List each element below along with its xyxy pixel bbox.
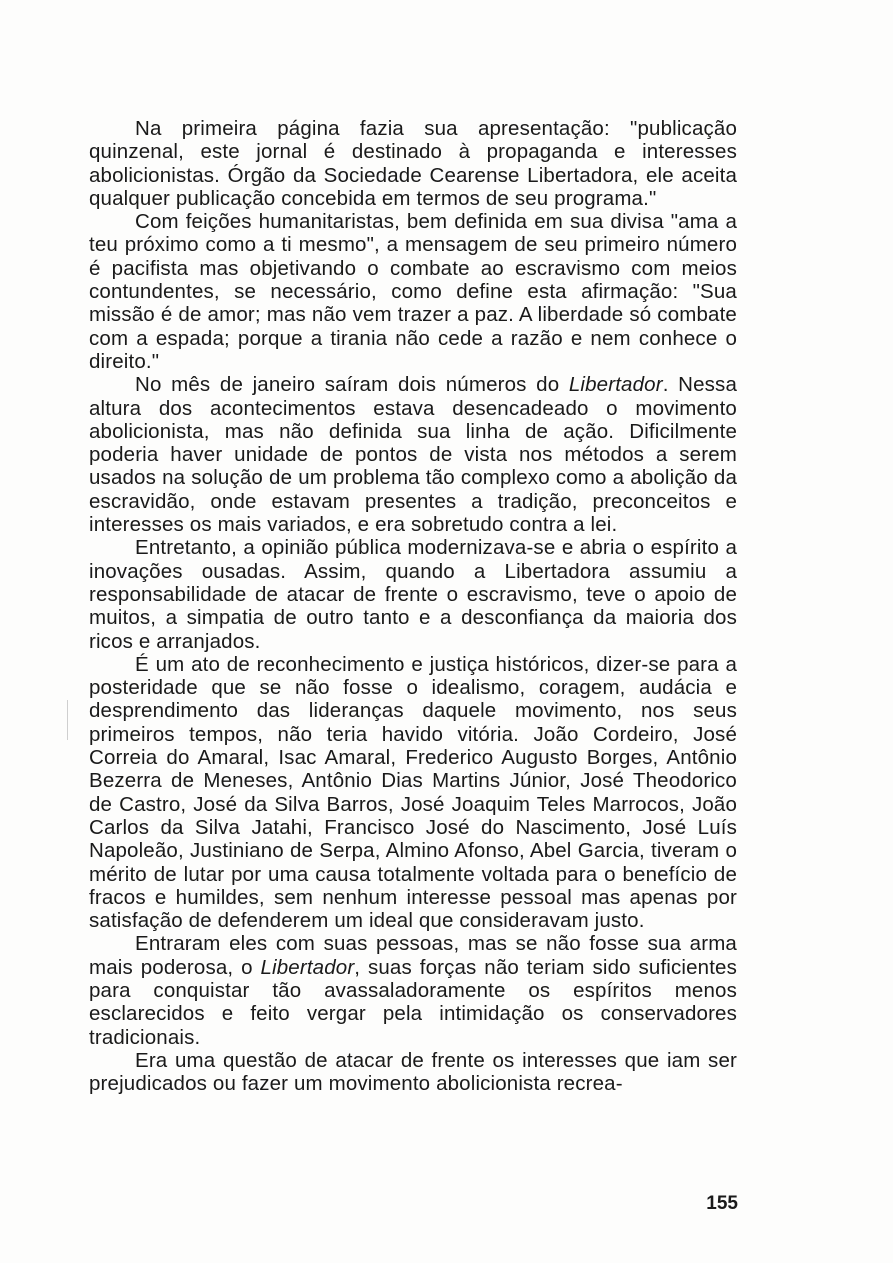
paragraph-3-text-after: . Nessa altura dos acontecimentos estava desencadeado o movimento abolicionista, mas não definida sua linha de ação. Dificilmente poderia haver unidade de pontos de vista nos métodos a serem usados na solução de um problema tão complexo como a abolição da escravidão, onde estavam presentes a tradição, preconceitos e interesses os mais variados, e era sobretudo contra a lei. xyxy=(89,373,737,537)
paragraph-3-text-before: No mês de janeiro saíram dois números do xyxy=(135,373,569,397)
paragraph-6 xyxy=(89,932,737,1048)
paragraph-4: Entretanto, a opinião pública modernizava-se e abria o espírito a inovações ousadas. Assim, quando a Libertadora assumiu a responsabilidade de atacar de frente o escravismo, teve o apoio de muitos, a simpatia de outro tanto e a desconfiança da maioria dos ricos e arranjados. xyxy=(89,536,737,653)
paragraph-1: Na primeira página fazia sua apresentação: "publicação quinzenal, este jornal é destinado à propaganda e interesses abolicionistas. Órgão da Sociedade Cearense Libertadora, ele aceita qualquer publicação concebida em termos de seu programa." xyxy=(89,117,737,210)
body-text xyxy=(89,117,737,1095)
paragraph-5: É um ato de reconhecimento e justiça históricos, dizer-se para a posteridade que se não fosse o idealismo, coragem, audácia e desprendimento das lideranças daquele movimento, nos seus primeiros tempos, não teria havido vitória. João Cordeiro, José Correia do Amaral, Isac Amaral, Frederico Augusto Borges, Antônio Bezerra de Meneses, Antônio Dias Martins Júnior, José Theodorico de Castro, José da Silva Barros, José Joaquim Teles Marrocos, João Carlos da Silva Jatahi, Francisco José do Nascimento, José Luís Napoleão, Justiniano de Serpa, Almino Afonso, Abel Garcia, tiveram o mérito de lutar por uma causa totalmente voltada para o benefício de fracos e humildes, sem nenhum interesse pessoal mas apenas por satisfação de defenderem um ideal que consideravam justo. xyxy=(89,652,737,933)
paragraph-3-italic-title: Libertador xyxy=(568,373,663,397)
paragraph-6-text-before: Entraram eles com suas pessoas, mas se não fosse sua arma mais poderosa, o xyxy=(89,932,737,979)
paragraph-3 xyxy=(89,373,737,536)
paragraph-6-text-after: , suas forças não teriam sido suficientes para conquistar tão avassaladoramente os espíritos menos esclarecidos e feito vergar pela intimidação os conservadores tradicionais. xyxy=(89,955,738,1049)
paragraph-7: Era uma questão de atacar de frente os interesses que iam ser prejudicados ou fazer um movimento abolicionista recrea- xyxy=(89,1048,737,1096)
page-number: 155 xyxy=(706,1193,738,1214)
paragraph-2: Com feições humanitaristas, bem definida em sua divisa "ama a teu próximo como a ti mesmo", a mensagem de seu primeiro número é pacifista mas objetivando o combate ao escravismo com meios contundentes, se necessário, como define esta afirmação: "Sua missão é de amor; mas não vem trazer a paz. A liberdade só combate com a espada; porque a tirania não cede a razão e nem conhece o direito." xyxy=(89,210,737,373)
scan-artifact-line xyxy=(67,700,68,740)
paragraph-6-italic-title: Libertador xyxy=(260,955,355,979)
